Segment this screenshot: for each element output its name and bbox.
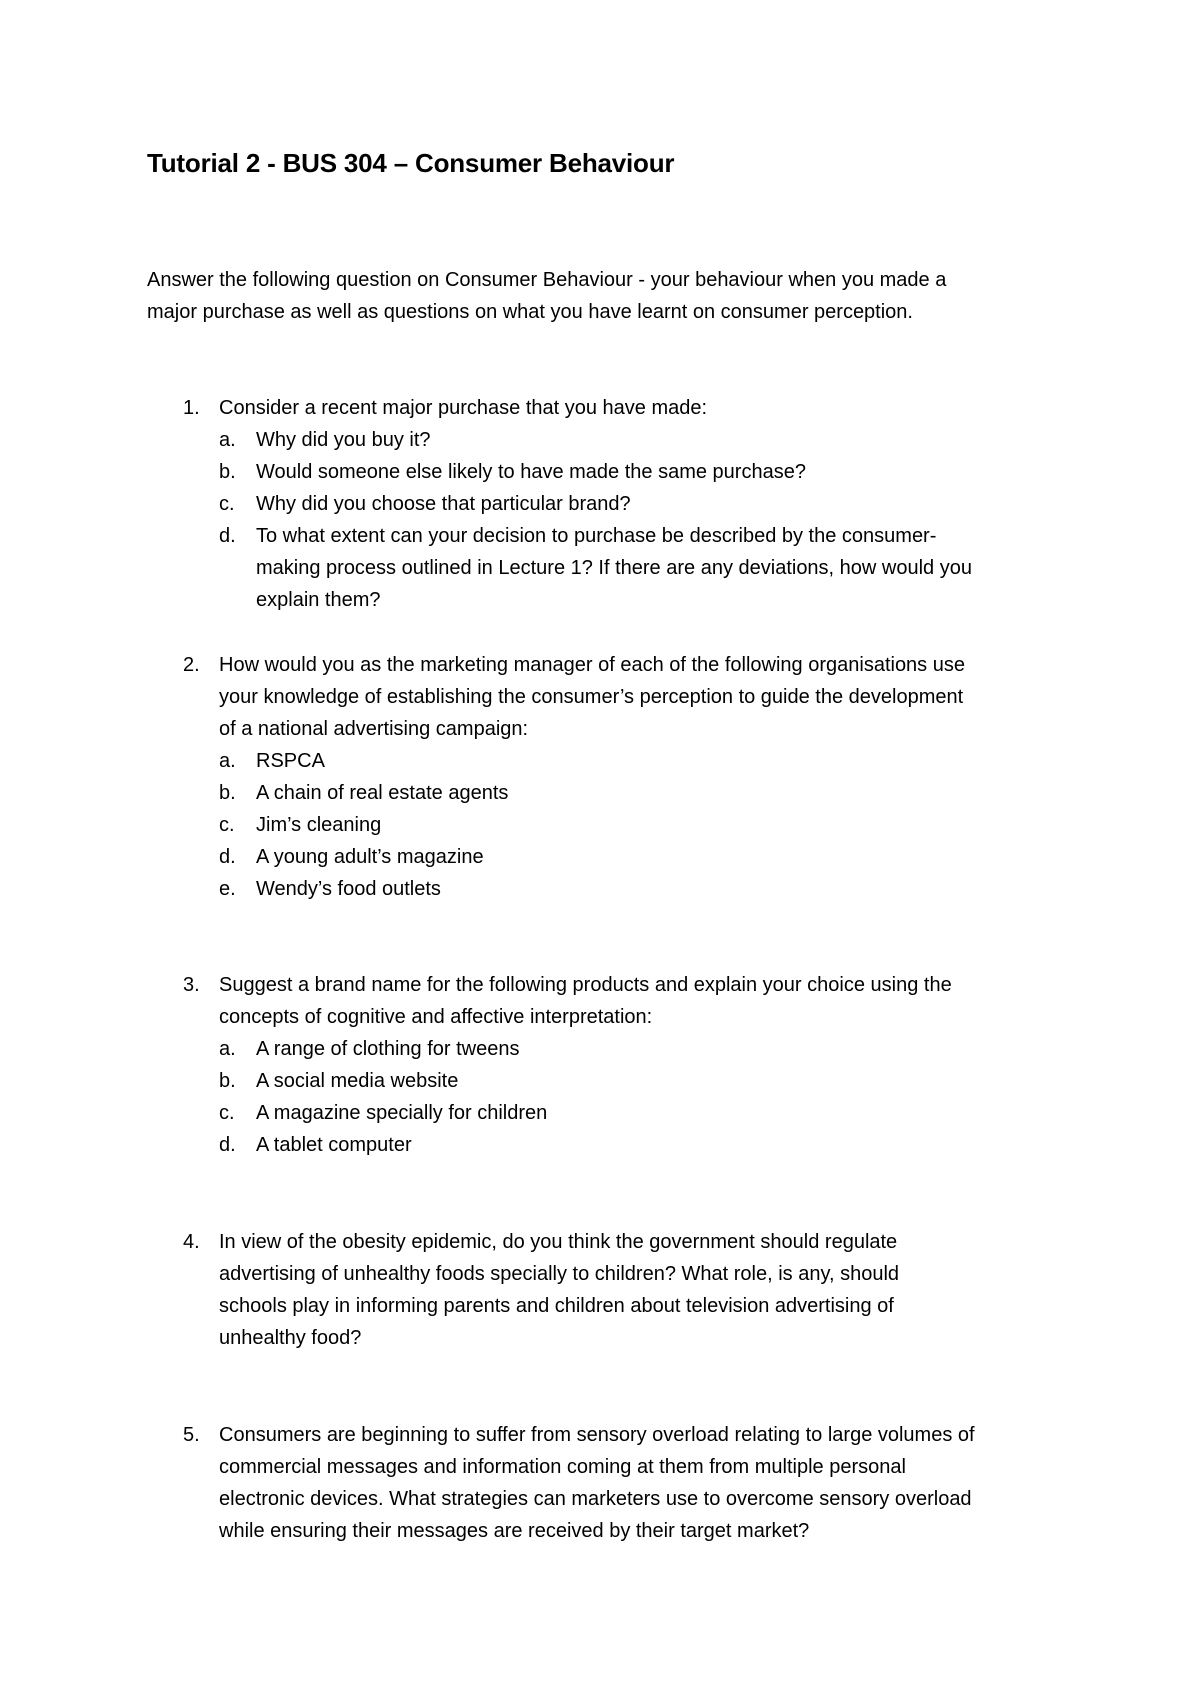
- question-text: concepts of cognitive and affective interpretation:: [219, 1006, 653, 1028]
- subitem-text: A tablet computer: [256, 1134, 412, 1156]
- subitem-letter: d.: [219, 525, 236, 547]
- question-number: 3.: [183, 974, 200, 996]
- subitem-text: Would someone else likely to have made the same purchase?: [256, 461, 806, 483]
- question-text: your knowledge of establishing the consumer’s perception to guide the development: [219, 686, 964, 708]
- subitem-letter: c.: [219, 493, 235, 515]
- question-text: Consider a recent major purchase that you have made:: [219, 397, 708, 419]
- question-number: 2.: [183, 654, 200, 676]
- subitem-text: Why did you buy it?: [256, 429, 431, 451]
- subitem-letter: b.: [219, 1070, 236, 1092]
- question-text: commercial messages and information coming at them from multiple personal: [219, 1456, 906, 1478]
- question-number: 1.: [183, 397, 200, 419]
- subitem-text: RSPCA: [256, 750, 325, 772]
- subitem-text: explain them?: [256, 589, 381, 611]
- subitem-letter: a.: [219, 429, 236, 451]
- question-2: [183, 649, 1083, 905]
- subitem-text: Wendy’s food outlets: [256, 878, 441, 900]
- subitem-text: Why did you choose that particular brand?: [256, 493, 631, 515]
- subitem-text: A social media website: [256, 1070, 459, 1092]
- subitem-letter: b.: [219, 461, 236, 483]
- question-text: electronic devices. What strategies can marketers use to overcome sensory overload: [219, 1488, 972, 1510]
- subitem-letter: b.: [219, 782, 236, 804]
- intro-line: Answer the following question on Consumer Behaviour - your behaviour when you made a: [147, 269, 947, 291]
- question-text: Suggest a brand name for the following products and explain your choice using the: [219, 974, 952, 996]
- question-5: [183, 1419, 1083, 1547]
- intro-line: major purchase as well as questions on what you have learnt on consumer perception.: [147, 301, 913, 323]
- question-text: of a national advertising campaign:: [219, 718, 529, 740]
- subitem-letter: d.: [219, 846, 236, 868]
- subitem-text: A magazine specially for children: [256, 1102, 548, 1124]
- intro-paragraph: [147, 264, 1067, 328]
- question-number: 5.: [183, 1424, 200, 1446]
- subitem-letter: d.: [219, 1134, 236, 1156]
- subitem-text: A young adult’s magazine: [256, 846, 484, 868]
- question-text: while ensuring their messages are received by their target market?: [219, 1520, 810, 1542]
- question-text: unhealthy food?: [219, 1327, 362, 1349]
- subitem-letter: c.: [219, 1102, 235, 1124]
- subitem-text: A chain of real estate agents: [256, 782, 509, 804]
- subitem-text: To what extent can your decision to purchase be described by the consumer-: [256, 525, 937, 547]
- question-3: [183, 969, 1083, 1161]
- question-text: In view of the obesity epidemic, do you think the government should regulate: [219, 1231, 898, 1253]
- page-title: Tutorial 2 - BUS 304 – Consumer Behaviour: [147, 148, 675, 178]
- subitem-text: making process outlined in Lecture 1? If there are any deviations, how would you: [256, 557, 972, 579]
- question-1: [183, 392, 1083, 616]
- subitem-letter: a.: [219, 750, 236, 772]
- subitem-letter: c.: [219, 814, 235, 836]
- question-4: [183, 1226, 1083, 1354]
- question-text: How would you as the marketing manager of each of the following organisations use: [219, 654, 965, 676]
- question-text: Consumers are beginning to suffer from sensory overload relating to large volumes of: [219, 1424, 975, 1446]
- subitem-letter: a.: [219, 1038, 236, 1060]
- question-number: 4.: [183, 1231, 200, 1253]
- question-text: schools play in informing parents and children about television advertising of: [219, 1295, 894, 1317]
- subitem-letter: e.: [219, 878, 236, 900]
- question-text: advertising of unhealthy foods specially to children? What role, is any, should: [219, 1263, 900, 1285]
- subitem-text: Jim’s cleaning: [256, 814, 382, 836]
- subitem-text: A range of clothing for tweens: [256, 1038, 520, 1060]
